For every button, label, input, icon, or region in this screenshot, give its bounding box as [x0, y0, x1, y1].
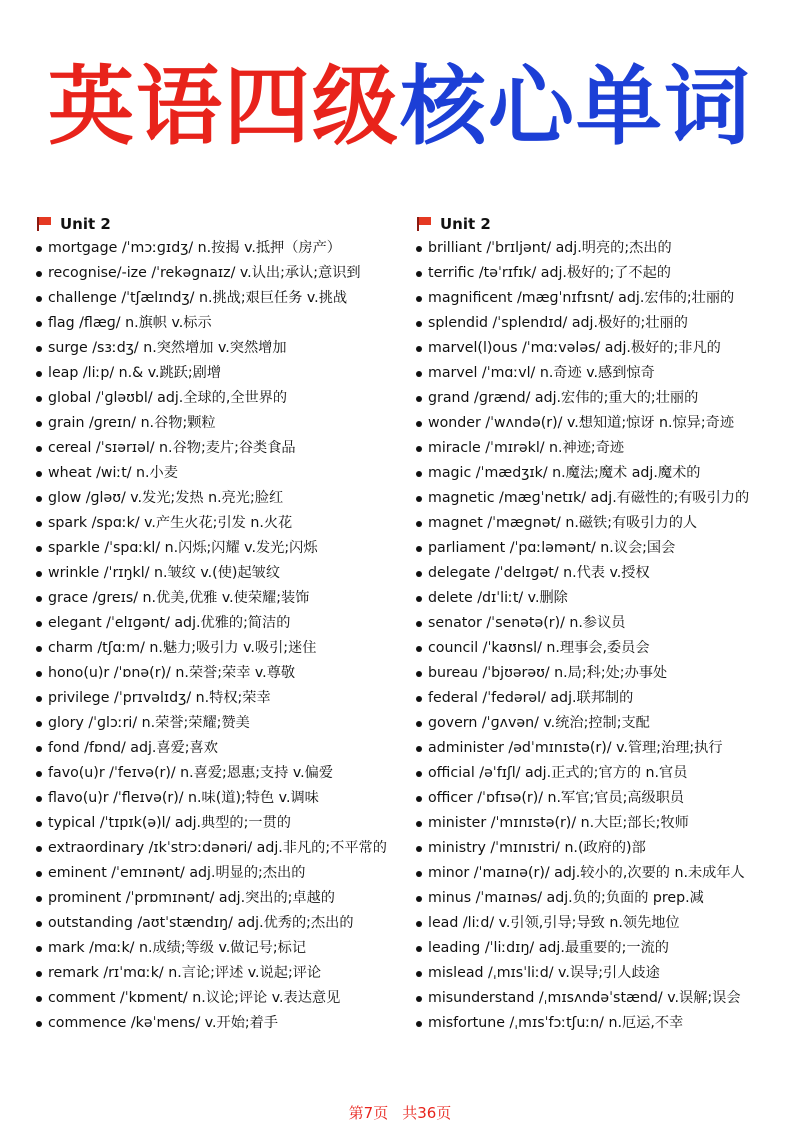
vocab-item: charm /tʃɑːm/ n.魅力;吸引力 v.吸引;迷住: [36, 636, 411, 661]
vocab-item: official /əˈfɪʃl/ adj.正式的;官方的 n.官员: [416, 761, 796, 786]
right-column: [416, 212, 796, 1036]
vocab-item: senator /ˈsenətə(r)/ n.参议员: [416, 611, 796, 636]
vocab-item: mortgage /ˈmɔːɡɪdʒ/ n.按揭 v.抵押（房产）: [36, 236, 411, 261]
vocab-item: glow /ɡləʊ/ v.发光;发热 n.亮光;脸红: [36, 486, 411, 511]
vocab-item: leading /ˈliːdɪŋ/ adj.最重要的;一流的: [416, 936, 796, 961]
vocab-item: officer /ˈɒfɪsə(r)/ n.军官;官员;高级职员: [416, 786, 796, 811]
vocab-item: prominent /ˈprɒmɪnənt/ adj.突出的;卓越的: [36, 886, 411, 911]
vocab-item: bureau /ˈbjʊərəʊ/ n.局;科;处;办事处: [416, 661, 796, 686]
vocab-item: brilliant /ˈbrɪljənt/ adj.明亮的;杰出的: [416, 236, 796, 261]
vocab-item: remark /rɪˈmɑːk/ n.言论;评述 v.说起;评论: [36, 961, 411, 986]
vocab-item: misfortune /ˌmɪsˈfɔːtʃuːn/ n.厄运,不幸: [416, 1011, 796, 1036]
vocab-item: magic /ˈmædʒɪk/ n.魔法;魔术 adj.魔术的: [416, 461, 796, 486]
page-number: 第7页: [348, 1104, 389, 1122]
vocab-item: comment /ˈkɒment/ n.议论;评论 v.表达意见: [36, 986, 411, 1011]
vocab-item: grace /ɡreɪs/ n.优美,优雅 v.使荣耀;装饰: [36, 586, 411, 611]
vocab-item: administer /ədˈmɪnɪstə(r)/ v.管理;治理;执行: [416, 736, 796, 761]
vocab-item: wrinkle /ˈrɪŋkl/ n.皱纹 v.(使)起皱纹: [36, 561, 411, 586]
unit-label: Unit 2: [60, 215, 111, 233]
vocab-item: wheat /wiːt/ n.小麦: [36, 461, 411, 486]
vocab-item: parliament /ˈpɑːləmənt/ n.议会;国会: [416, 536, 796, 561]
vocab-item: global /ˈɡləʊbl/ adj.全球的,全世界的: [36, 386, 411, 411]
vocab-item: ministry /ˈmɪnɪstri/ n.(政府的)部: [416, 836, 796, 861]
page-title: [0, 52, 800, 162]
vocab-item: flavo(u)r /ˈfleɪvə(r)/ n.味(道);特色 v.调味: [36, 786, 411, 811]
red-flag-icon: [416, 217, 432, 231]
vocab-item: magnificent /mæɡˈnɪfɪsnt/ adj.宏伟的;壮丽的: [416, 286, 796, 311]
vocab-item: federal /ˈfedərəl/ adj.联邦制的: [416, 686, 796, 711]
vocab-item: spark /spɑːk/ v.产生火花;引发 n.火花: [36, 511, 411, 536]
vocab-item: magnetic /mæɡˈnetɪk/ adj.有磁性的;有吸引力的: [416, 486, 796, 511]
vocab-item: outstanding /aʊtˈstændɪŋ/ adj.优秀的;杰出的: [36, 911, 411, 936]
unit-heading: [416, 212, 796, 236]
vocab-item: privilege /ˈprɪvəlɪdʒ/ n.特权;荣幸: [36, 686, 411, 711]
vocab-item: grain /ɡreɪn/ n.谷物;颗粒: [36, 411, 411, 436]
page-footer: [0, 1102, 800, 1123]
vocab-item: challenge /ˈtʃælɪndʒ/ n.挑战;艰巨任务 v.挑战: [36, 286, 411, 311]
word-list: [36, 236, 411, 1036]
vocab-item: eminent /ˈemɪnənt/ adj.明显的;杰出的: [36, 861, 411, 886]
vocab-item: magnet /ˈmæɡnət/ n.磁铁;有吸引力的人: [416, 511, 796, 536]
vocab-item: lead /liːd/ v.引领,引导;导致 n.领先地位: [416, 911, 796, 936]
red-flag-icon: [36, 217, 52, 231]
vocab-item: favo(u)r /ˈfeɪvə(r)/ n.喜爱;恩惠;支持 v.偏爱: [36, 761, 411, 786]
vocab-item: leap /liːp/ n.& v.跳跃;剧增: [36, 361, 411, 386]
vocab-item: sparkle /ˈspɑːkl/ n.闪烁;闪耀 v.发光;闪烁: [36, 536, 411, 561]
unit-heading: [36, 212, 411, 236]
vocab-item: delegate /ˈdelɪɡət/ n.代表 v.授权: [416, 561, 796, 586]
vocab-item: typical /ˈtɪpɪk(ə)l/ adj.典型的;一贯的: [36, 811, 411, 836]
vocab-item: glory /ˈɡlɔːri/ n.荣誉;荣耀;赞美: [36, 711, 411, 736]
page-total: 共36页: [402, 1104, 452, 1122]
vocab-item: fond /fɒnd/ adj.喜爱;喜欢: [36, 736, 411, 761]
vocab-item: govern /ˈɡʌvən/ v.统治;控制;支配: [416, 711, 796, 736]
vocab-item: mislead /ˌmɪsˈliːd/ v.误导;引人歧途: [416, 961, 796, 986]
unit-label: Unit 2: [440, 215, 491, 233]
word-list: [416, 236, 796, 1036]
vocab-item: commence /kəˈmens/ v.开始;着手: [36, 1011, 411, 1036]
vocab-item: grand /ɡrænd/ adj.宏伟的;重大的;壮丽的: [416, 386, 796, 411]
vocab-item: misunderstand /ˌmɪsʌndəˈstænd/ v.误解;误会: [416, 986, 796, 1011]
vocab-item: surge /sɜːdʒ/ n.突然增加 v.突然增加: [36, 336, 411, 361]
vocab-item: marvel /ˈmɑːvl/ n.奇迹 v.感到惊奇: [416, 361, 796, 386]
vocab-item: marvel(l)ous /ˈmɑːvələs/ adj.极好的;非凡的: [416, 336, 796, 361]
title-part-red: 英语四级: [48, 57, 400, 157]
vocab-item: hono(u)r /ˈɒnə(r)/ n.荣誉;荣幸 v.尊敬: [36, 661, 411, 686]
vocab-item: council /ˈkaʊnsl/ n.理事会,委员会: [416, 636, 796, 661]
vocab-item: splendid /ˈsplendɪd/ adj.极好的;壮丽的: [416, 311, 796, 336]
vocab-item: delete /dɪˈliːt/ v.删除: [416, 586, 796, 611]
left-column: [36, 212, 411, 1036]
vocab-item: minister /ˈmɪnɪstə(r)/ n.大臣;部长;牧师: [416, 811, 796, 836]
vocab-item: elegant /ˈelɪɡənt/ adj.优雅的;简洁的: [36, 611, 411, 636]
vocab-item: cereal /ˈsɪərɪəl/ n.谷物;麦片;谷类食品: [36, 436, 411, 461]
vocab-item: extraordinary /ɪkˈstrɔːdənəri/ adj.非凡的;不平常的: [36, 836, 411, 861]
vocab-item: recognise/-ize /ˈrekəɡnaɪz/ v.认出;承认;意识到: [36, 261, 411, 286]
vocab-item: mark /mɑːk/ n.成绩;等级 v.做记号;标记: [36, 936, 411, 961]
vocab-item: wonder /ˈwʌndə(r)/ v.想知道;惊讶 n.惊异;奇迹: [416, 411, 796, 436]
vocab-item: minus /ˈmaɪnəs/ adj.负的;负面的 prep.减: [416, 886, 796, 911]
vocab-item: terrific /təˈrɪfɪk/ adj.极好的;了不起的: [416, 261, 796, 286]
title-part-blue: 核心单词: [400, 57, 752, 157]
vocab-item: minor /ˈmaɪnə(r)/ adj.较小的,次要的 n.未成年人: [416, 861, 796, 886]
vocab-item: miracle /ˈmɪrəkl/ n.神迹;奇迹: [416, 436, 796, 461]
vocab-item: flag /flæɡ/ n.旗帜 v.标示: [36, 311, 411, 336]
